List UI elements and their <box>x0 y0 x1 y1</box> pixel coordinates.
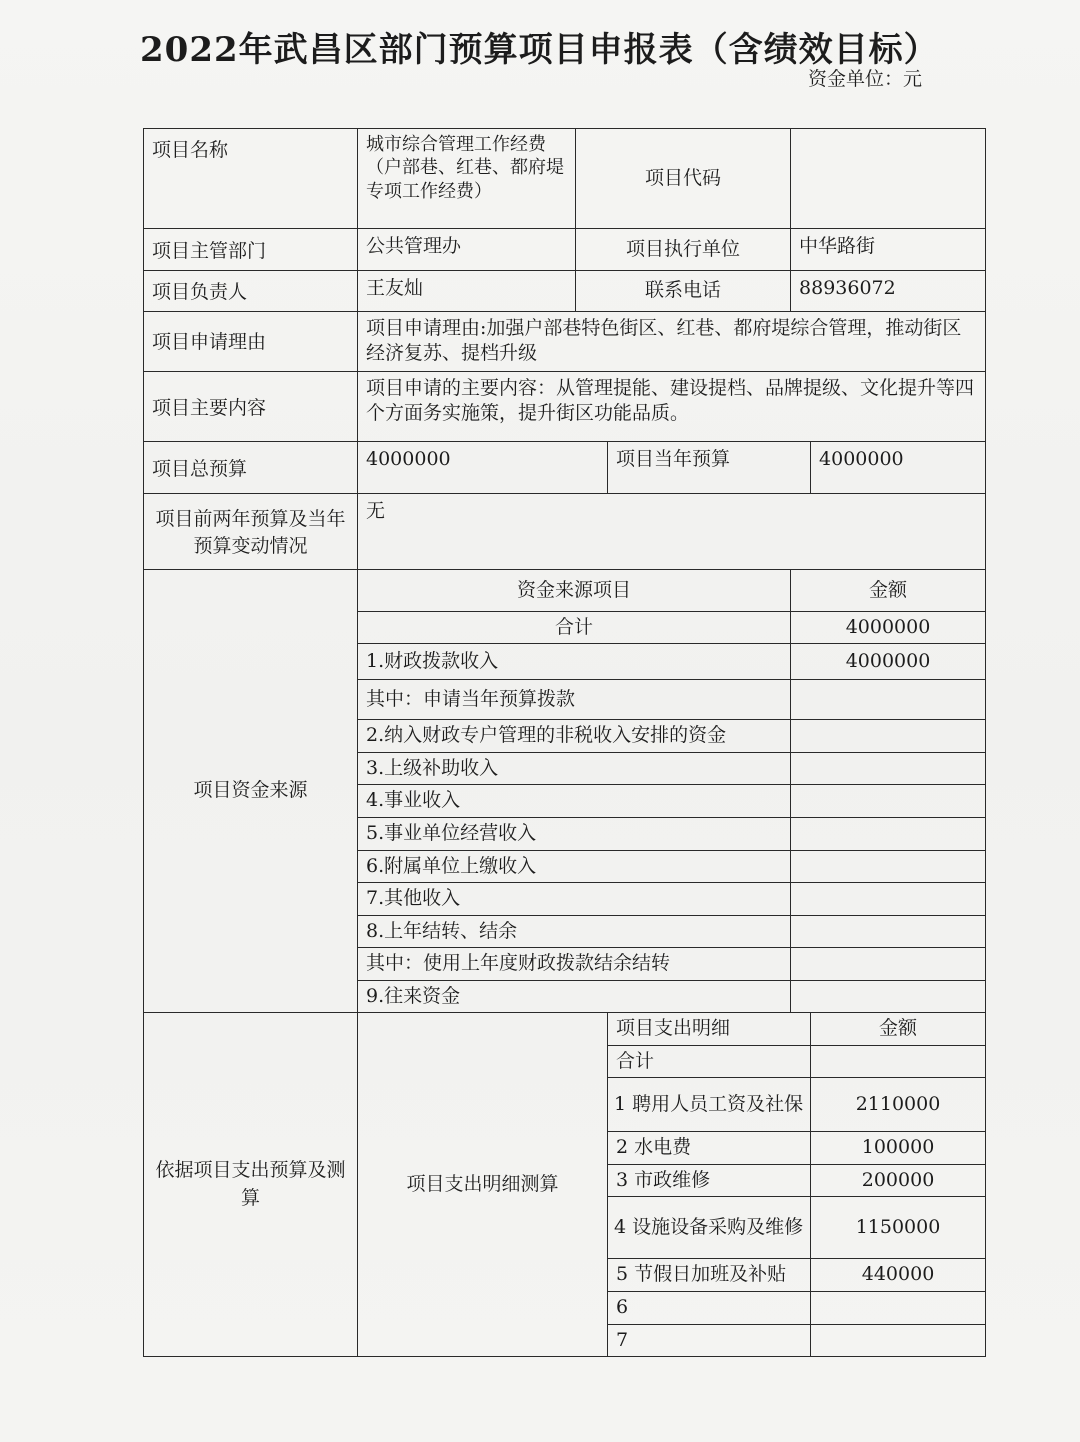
row-dept <box>144 229 986 271</box>
leader-label: 项目负责人 <box>144 271 358 312</box>
expense-col-item: 项目支出明细 <box>608 1013 811 1046</box>
row-budget-change <box>144 493 986 569</box>
funding-item: 4.事业收入 <box>358 785 791 818</box>
expense-amount: 200000 <box>811 1164 986 1197</box>
funding-item: 8.上年结转、结余 <box>358 915 791 948</box>
budget-change-label: 项目前两年预算及当年预算变动情况 <box>144 493 358 569</box>
expense-item: 2 水电费 <box>608 1132 811 1165</box>
dept-label: 项目主管部门 <box>144 229 358 271</box>
funding-amount <box>791 980 986 1013</box>
funding-item: 2.纳入财政专户管理的非税收入安排的资金 <box>358 720 791 753</box>
expense-item: 3 市政维修 <box>608 1164 811 1197</box>
funding-amount <box>791 785 986 818</box>
funding-section-label: 项目资金来源 <box>144 569 358 1012</box>
project-code-value <box>791 129 986 229</box>
funding-col-item: 资金来源项目 <box>358 569 791 611</box>
expense-item: 5 节假日加班及补贴 <box>608 1259 811 1292</box>
funding-amount <box>791 818 986 851</box>
funding-amount <box>791 883 986 916</box>
funding-amount <box>791 915 986 948</box>
funding-amount <box>791 680 986 720</box>
row-total-budget <box>144 441 986 493</box>
expense-item: 7 <box>608 1324 811 1357</box>
funding-item: 合计 <box>358 611 791 644</box>
content-label: 项目主要内容 <box>144 371 358 441</box>
reason-label: 项目申请理由 <box>144 311 358 371</box>
expense-col-amount: 金额 <box>811 1013 986 1046</box>
row-content <box>144 371 986 441</box>
project-code-label: 项目代码 <box>576 129 791 229</box>
dept-value: 公共管理办 <box>358 229 576 271</box>
funding-amount <box>791 948 986 981</box>
content-value: 项目申请的主要内容：从管理提能、建设提档、品牌提级、文化提升等四个方面务实施策，提升街区功能品质。 <box>358 371 986 441</box>
expense-item: 1 聘用人员工资及社保 <box>608 1078 811 1132</box>
funding-amount <box>791 850 986 883</box>
total-budget-label: 项目总预算 <box>144 441 358 493</box>
phone-label: 联系电话 <box>576 271 791 312</box>
expense-amount <box>811 1292 986 1325</box>
row-project-name <box>144 129 986 229</box>
expense-item: 6 <box>608 1292 811 1325</box>
expense-header-row <box>144 1013 986 1046</box>
budget-form-table <box>143 128 986 1357</box>
expense-amount: 1150000 <box>811 1197 986 1259</box>
funding-header-row <box>144 569 986 611</box>
reason-value: 项目申请理由:加强户部巷特色街区、红巷、都府堤综合管理，推动街区经济复苏、提档升级 <box>358 311 986 371</box>
expense-amount: 2110000 <box>811 1078 986 1132</box>
current-budget-value: 4000000 <box>811 441 986 493</box>
expense-sub-label: 项目支出明细测算 <box>358 1013 608 1357</box>
row-leader <box>144 271 986 312</box>
row-reason <box>144 311 986 371</box>
funding-item: 其中：申请当年预算拨款 <box>358 680 791 720</box>
current-budget-label: 项目当年预算 <box>608 441 811 493</box>
funding-item: 其中：使用上年度财政拨款结余结转 <box>358 948 791 981</box>
expense-item: 4 设施设备采购及维修 <box>608 1197 811 1259</box>
expense-amount <box>811 1324 986 1357</box>
document-title: 2022年武昌区部门预算项目申报表（含绩效目标） <box>140 30 939 70</box>
exec-unit-value: 中华路街 <box>791 229 986 271</box>
expense-item: 合计 <box>608 1045 811 1078</box>
expense-section-label: 依据项目支出预算及测算 <box>144 1013 358 1357</box>
funding-amount <box>791 752 986 785</box>
project-name-label: 项目名称 <box>144 129 358 229</box>
expense-amount <box>811 1045 986 1078</box>
expense-amount: 440000 <box>811 1259 986 1292</box>
currency-unit: 资金单位：元 <box>808 68 923 90</box>
funding-amount: 4000000 <box>791 644 986 680</box>
funding-item: 6.附属单位上缴收入 <box>358 850 791 883</box>
phone-value: 88936072 <box>791 271 986 312</box>
funding-item: 5.事业单位经营收入 <box>358 818 791 851</box>
expense-amount: 100000 <box>811 1132 986 1165</box>
funding-item: 3.上级补助收入 <box>358 752 791 785</box>
funding-col-amount: 金额 <box>791 569 986 611</box>
exec-unit-label: 项目执行单位 <box>576 229 791 271</box>
funding-amount <box>791 720 986 753</box>
project-name-value: 城市综合管理工作经费（户部巷、红巷、都府堤专项工作经费） <box>358 129 576 229</box>
budget-change-value: 无 <box>358 493 986 569</box>
funding-amount: 4000000 <box>791 611 986 644</box>
funding-item: 9.往来资金 <box>358 980 791 1013</box>
leader-value: 王友灿 <box>358 271 576 312</box>
funding-item: 7.其他收入 <box>358 883 791 916</box>
total-budget-value: 4000000 <box>358 441 608 493</box>
funding-item: 1.财政拨款收入 <box>358 644 791 680</box>
